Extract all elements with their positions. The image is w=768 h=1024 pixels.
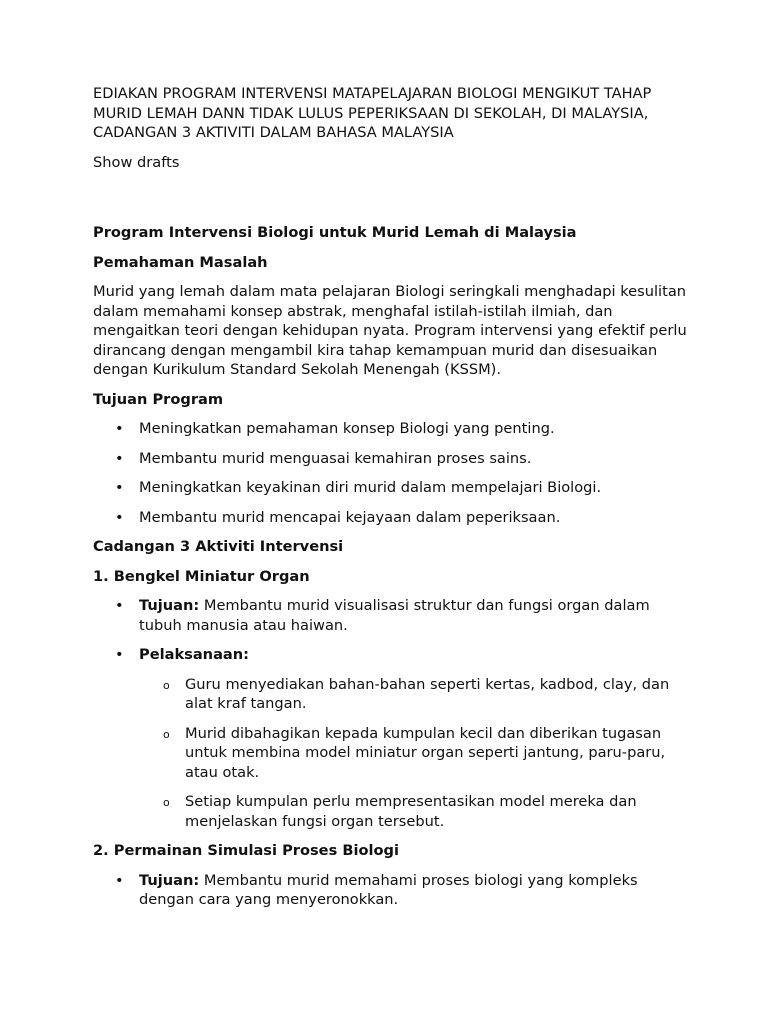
implementation-steps: [139, 675, 688, 832]
prompt-text: EDIAKAN PROGRAM INTERVENSI MATAPELAJARAN BIOLOGI MENGIKUT TAHAP MURID LEMAH DANN TIDAK LULUS PEPERIKSAAN DI SEKOLAH, DI MALAYSIA, CADANGAN 3 AKTIVITI DALAM BAHASA MALAYSIA: [93, 85, 652, 141]
activity-1-heading: 1. Bengkel Miniatur Organ: [93, 567, 310, 585]
activity-2-list: [93, 871, 688, 910]
goal-text: Membantu murid visualisasi struktur dan fungsi organ dalam tubuh manusia atau haiwan.: [139, 597, 650, 634]
section-heading-goals: Tujuan Program: [93, 390, 224, 408]
sub-list-item: o Murid dibahagikan kepada kumpulan kecil dan diberikan tugasan untuk membina model miniatur organ seperti jantung, paru-paru, atau otak.: [139, 724, 688, 783]
document-title: Program Intervensi Biologi untuk Murid Lemah di Malaysia: [93, 224, 577, 241]
list-item: • Membantu murid mencapai kejayaan dalam peperiksaan.: [93, 508, 688, 528]
list-item: [93, 596, 688, 635]
list-item: [93, 871, 688, 910]
section-heading-problem: Pemahaman Masalah: [93, 253, 268, 271]
goal-label: Tujuan:: [139, 597, 200, 614]
list-item: • Membantu murid menguasai kemahiran proses sains.: [93, 449, 688, 469]
activity-2-heading: 2. Permainan Simulasi Proses Biologi: [93, 842, 399, 859]
sub-list-item: o Setiap kumpulan perlu mempresentasikan model mereka dan menjelaskan fungsi organ tersebut.: [139, 792, 688, 831]
activity-1-list: [93, 596, 688, 831]
goals-list: [93, 419, 688, 527]
sub-list-item: o Guru menyediakan bahan-bahan seperti kertas, kadbod, clay, dan alat kraf tangan.: [139, 675, 688, 714]
section-heading-activities: Cadangan 3 Aktiviti Intervensi: [93, 538, 344, 555]
goal-text: Membantu murid memahami proses biologi yang kompleks dengan cara yang menyeronokkan.: [139, 871, 638, 908]
problem-paragraph: Murid yang lemah dalam mata pelajaran Biologi seringkali menghadapi kesulitan dalam memahami konsep abstrak, menghafal istilah-istilah ilmiah, dan mengaitkan teori dengan kehidupan nyata. Program intervensi yang efektif perlu dirancang dengan mengambil kira tahap kemampuan murid dan disesuaikan dengan Kurikulum Standard Sekolah Menengah (KSSM).: [93, 283, 687, 378]
list-item: • Meningkatkan keyakinan diri murid dalam mempelajari Biologi.: [93, 478, 688, 498]
list-item: [93, 645, 688, 831]
show-drafts-link[interactable]: Show drafts: [93, 153, 180, 171]
implementation-label: Pelaksanaan:: [139, 646, 249, 663]
spacer: [93, 182, 688, 223]
goal-label: Tujuan:: [139, 871, 200, 889]
list-item: • Meningkatkan pemahaman konsep Biologi yang penting.: [93, 419, 688, 439]
